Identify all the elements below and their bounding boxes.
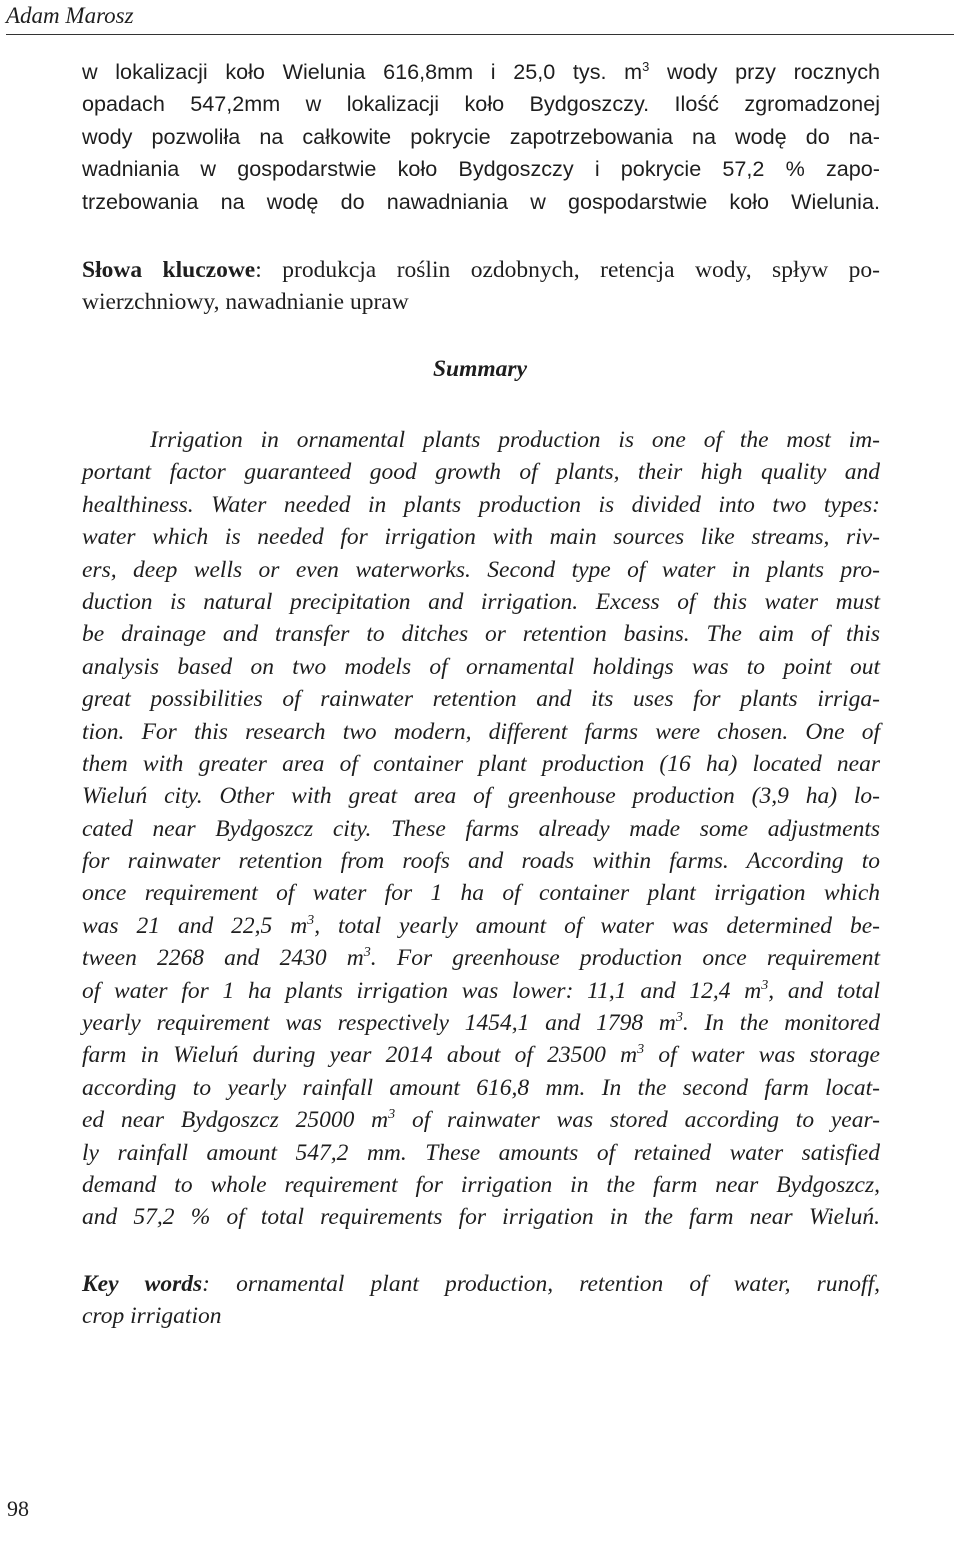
text-line: crop irrigation bbox=[82, 1303, 222, 1330]
text-line: and 57,2 % of total requirements for irrigation in the farm near Wieluń. bbox=[82, 1204, 880, 1231]
page-number: 98 bbox=[7, 1496, 29, 1521]
text-line: be drainage and transfer to ditches or retention basins. The aim of this bbox=[82, 621, 880, 648]
english-keywords-paragraph bbox=[82, 1268, 880, 1333]
text-line: analysis based on two models of ornamental holdings was to point out bbox=[82, 653, 880, 680]
text-line: demand to whole requirement for irrigation in the farm near Bydgoszcz, bbox=[82, 1171, 880, 1198]
text-line: duction is natural precipitation and irrigation. Excess of this water must bbox=[82, 588, 880, 615]
english-keywords-label: Key words bbox=[82, 1271, 203, 1297]
page-header bbox=[6, 0, 954, 35]
text-line: healthiness. Water needed in plants production is divided into two types: bbox=[82, 491, 880, 518]
text-line: opadach 547,2mm w lokalizacji koło Bydgoszczy. Ilość zgromadzonej bbox=[82, 91, 880, 117]
text-line: wody pozwoliła na całkowite pokrycie zapotrzebowania na wodę do na- bbox=[82, 123, 880, 149]
text-line: tween 2268 and 2430 $m^3$. For greenhouse production once requirement bbox=[82, 944, 880, 972]
text-line: according to yearly rainfall amount 616,8 mm. In the second farm locat- bbox=[82, 1074, 880, 1101]
summary-heading: Summary bbox=[432, 356, 528, 382]
polish-summary-paragraph bbox=[82, 56, 880, 218]
text-line: once requirement of water for 1 ha of container plant irrigation which bbox=[82, 880, 880, 907]
text-line: Słowa kluczowe: produkcja roślin ozdobnych, retencja wody, spływ po- bbox=[82, 257, 881, 283]
running-head-author: Adam Marosz bbox=[6, 3, 134, 28]
text-line: tion. For this research two modern, different farms were chosen. One of bbox=[82, 718, 880, 745]
text-line: great possibilities of rainwater retention and its uses for plants irriga- bbox=[82, 686, 880, 713]
text-line: Irrigation in ornamental plants production is one of the most im- bbox=[150, 427, 880, 453]
text-line: for rainwater retention from roofs and roads within farms. According to bbox=[82, 848, 880, 875]
text-line: of water for 1 ha plants irrigation was lower: 11,1 and 12,4 $m^3$, and total bbox=[82, 976, 880, 1004]
text-line: cated near Bydgoszcz city. These farms already made some adjustments bbox=[82, 815, 880, 842]
polish-keywords-label: Słowa kluczowe bbox=[82, 257, 256, 283]
text-line: ers, deep wells or even waterworks. Second type of water in plants pro- bbox=[82, 556, 880, 583]
polish-keywords-paragraph bbox=[82, 254, 880, 319]
text-line: them with greater area of container plant production (16 ha) located near bbox=[82, 750, 880, 777]
text-line: yearly requirement was respectively 1454,1 and 1798 $m^3$. In the monitored bbox=[82, 1009, 880, 1037]
text-line: ly rainfall amount 547,2 mm. These amounts of retained water satisfied bbox=[82, 1139, 880, 1166]
text-line: was 21 and 22,5 $m^3$, total yearly amount of water was determined be- bbox=[82, 912, 880, 939]
text-line: Key words: ornamental plant production, retention of water, runoff, bbox=[82, 1271, 880, 1297]
text-line: farm in Wieluń during year 2014 about of 23500 $m^3$ of water was storage bbox=[82, 1041, 880, 1069]
text-line: w lokalizacji koło Wielunia 616,8mm i 25,0 tys. $m^3$ wody przy rocznych bbox=[82, 58, 880, 84]
text-line: Wieluń city. Other with great area of greenhouse production (3,9 ha) lo- bbox=[82, 783, 880, 810]
text-line: wierzchniowy, nawadnianie upraw bbox=[82, 289, 409, 316]
text-line: wadniania w gospodarstwie koło Bydgoszczy i pokrycie 57,2 % zapo- bbox=[82, 156, 880, 182]
text-line: water which is needed for irrigation with main sources like streams, riv- bbox=[82, 524, 880, 551]
text-line: ed near Bydgoszcz 25000 $m^3$ of rainwater was stored according to year- bbox=[82, 1106, 880, 1134]
text-line: trzebowania na wodę do nawadniania w gospodarstwie koło Wielunia. bbox=[82, 188, 880, 214]
text-line: portant factor guaranteed good growth of plants, their high quality and bbox=[82, 459, 880, 486]
english-summary-paragraph bbox=[82, 424, 880, 1234]
